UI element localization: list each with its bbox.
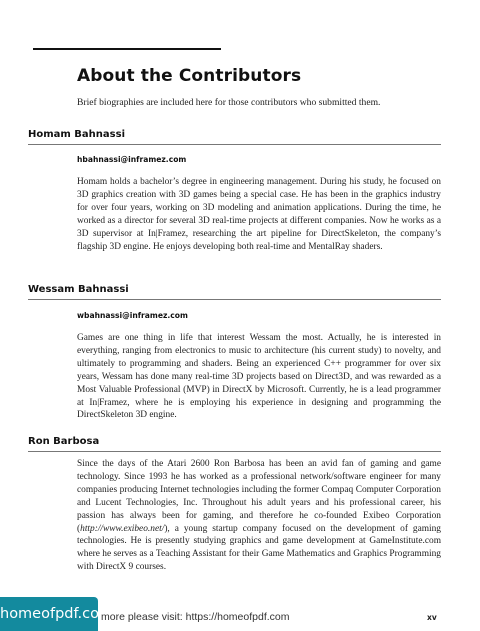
section-rule [28, 299, 441, 300]
contributor-bio: Games are one thing in life that interest Wessam the most. Actually, he is interested in everything, ranging from electronics to music to architecture (his current study) to novelty, and ultimately to programming and shaders. Being an experienced C++ programmer for over six years, Wessam has done many real-time 3D projects based on Direct3D, and was rewarded as a Most Valuable Professional (MVP) in DirectX by Microsoft. Currently, he is a lead programmer at In|Framez, where he is employing his experience in designing and programming the DirectSkeleton 3D engine. [77, 333, 441, 421]
contributor-bio [77, 458, 441, 574]
bio-text: ), a young startup company focused on the development of gaming technologies. He is presently studying graphics and game development at GameInstitute.com where he serves as a Teaching Assistant for their Game Mathematics and Graphics Programming with DirectX 9 courses. [77, 523, 441, 573]
bio-text: Since the days of the Atari 2600 Ron Barbosa has been an avid fan of gaming and game technology. Since 1993 he has worked as a professional network/software engineer for many companies producing Internet technologies including the former Compaq Computer Corporation and Lucent Technologies, Inc. Throughout his adult years and his professional career, his passion has always been for gaming, and therefore he co-founded Exibeo Corporation ( [77, 459, 441, 534]
watermark-text[interactable]: more please visit: https://homeofpdf.com [101, 611, 290, 623]
watermark-badge[interactable]: homeofpdf.com [0, 597, 98, 631]
section-rule [28, 451, 441, 452]
intro-text: Brief biographies are included here for those contributors who submitted them. [77, 97, 381, 108]
contributor-email[interactable]: wbahnassi@inframez.com [77, 311, 188, 320]
section-rule [28, 144, 441, 145]
contributor-name: Ron Barbosa [28, 436, 100, 447]
contributor-email[interactable]: hbahnassi@inframez.com [77, 155, 187, 164]
top-rule [33, 48, 221, 50]
page-title: About the Contributors [77, 66, 302, 86]
contributor-name: Homam Bahnassi [28, 129, 125, 140]
page-number: xv [427, 613, 437, 622]
bio-link[interactable]: http://www.exibeo.net/ [80, 523, 165, 534]
contributor-name: Wessam Bahnassi [28, 284, 129, 295]
contributor-bio: Homam holds a bachelor’s degree in engineering management. During his study, he focused on 3D graphics creation with 3D games being a special case. He has been in the graphics industry for over four years, working on 3D modeling and animation applications. During the time, he worked as a director for several 3D real-time projects at different companies. Now he works as a 3D supervisor at In|Framez, researching the art pipeline for DirectSkeleton, the company’s flagship 3D engine. He enjoys developing both real-time and MentalRay shaders. [77, 177, 441, 252]
